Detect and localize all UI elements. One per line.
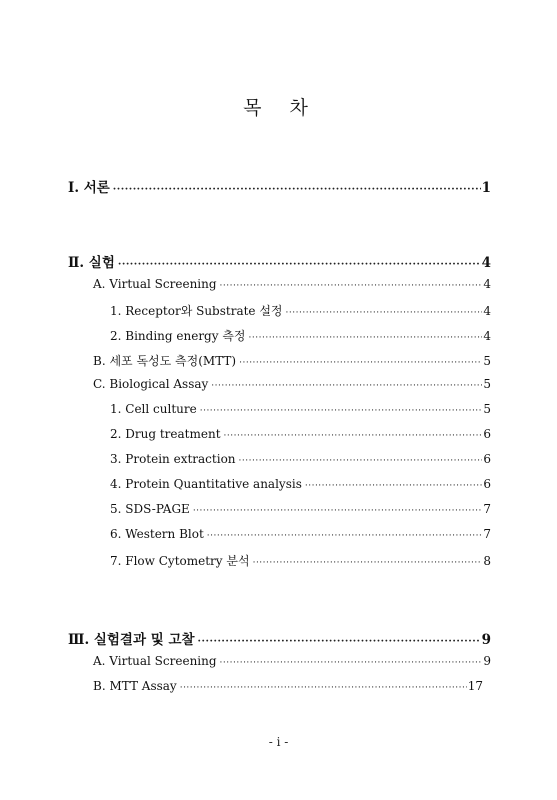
dot-leader [286,304,483,316]
toc-entry-cell-culture[interactable] [110,402,491,416]
page-number: - i - [268,735,289,749]
toc-entry-label: 1. Receptor와 Substrate 설정 [110,304,283,318]
toc-entry-label: 7. Flow Cytometry 분석 [110,554,250,568]
toc-entry-label: C. Biological Assay [93,377,209,391]
toc-entry-label: 5. SDS-PAGE [110,502,190,516]
toc-entry-mtt[interactable] [93,352,491,369]
toc-entry-receptor-substrate[interactable] [110,302,491,319]
toc-entry-page: 6 [483,452,491,466]
toc-entry-label: Ⅱ. 실험 [68,255,115,271]
dot-leader [200,402,483,414]
toc-entry-label: 3. Protein extraction [110,452,236,466]
toc-entry-label: B. MTT Assay [93,679,177,693]
toc-entry-page: 6 [483,477,491,491]
toc-entry-sds-page[interactable] [110,502,491,516]
dot-leader [113,180,481,194]
toc-entry-binding-energy[interactable] [110,327,491,344]
toc-entry-drug-treatment[interactable] [110,427,491,441]
toc-entry-page: 5 [483,377,491,391]
toc-entry-page: 4 [483,277,491,291]
toc-entry-page: 7 [483,527,491,541]
toc-entry-label: 4. Protein Quantitative analysis [110,477,302,491]
toc-entry-flow-cytometry[interactable] [110,552,491,569]
toc-entry-label: 6. Western Blot [110,527,204,541]
dot-leader [211,377,482,389]
dot-leader [220,654,483,666]
toc-entry-page: 4 [481,255,491,271]
toc-entry-page: 4 [483,304,491,318]
toc-entry-label: 1. Cell culture [110,402,197,416]
toc-entry-page: 1 [481,180,491,196]
toc-entry-page: 5 [483,402,491,416]
dot-leader [198,632,481,646]
toc-entry-page: 5 [483,354,491,368]
dot-leader [305,477,483,489]
toc-entry-page: 7 [483,502,491,516]
toc-entry-western-blot[interactable] [110,527,491,541]
toc-entry-page: 6 [483,427,491,441]
dot-leader [224,427,483,439]
dot-leader [207,527,483,539]
toc-entry-label: B. 세포 독성도 측정(MTT) [93,354,237,368]
toc-entry-page: 8 [483,554,491,568]
toc-entry-introduction[interactable] [68,176,491,196]
toc-entry-label: 2. Binding energy 측정 [110,329,246,343]
toc-entry-page: 9 [483,654,491,668]
dot-leader [180,679,467,691]
toc-entry-biological-assay[interactable] [93,377,491,391]
toc-entry-experiment[interactable] [68,251,491,271]
toc-entry-label: A. Virtual Screening [93,654,217,668]
toc-entry-label: A. Virtual Screening [93,277,217,291]
toc-entry-page: 17 [467,679,483,693]
toc-entry-virtual-screening[interactable] [93,277,491,291]
toc-entry-results[interactable] [68,628,491,648]
page-title: 목 차 [243,97,314,119]
toc-entry-label: 2. Drug treatment [110,427,221,441]
dot-leader [249,329,483,341]
toc-entry-mtt-assay[interactable] [93,679,483,693]
dot-leader [118,255,481,269]
dot-leader [239,354,482,366]
toc-entry-label: Ⅲ. 실험결과 및 고찰 [68,632,195,648]
toc-entry-page: 4 [483,329,491,343]
toc-entry-protein-extraction[interactable] [110,452,491,466]
toc-entry-protein-quantitative[interactable] [110,477,491,491]
toc-entry-label: Ⅰ. 서론 [68,180,110,196]
toc-entry-results-virtual-screening[interactable] [93,654,491,668]
dot-leader [239,452,483,464]
dot-leader [220,277,483,289]
dot-leader [193,502,483,514]
dot-leader [253,554,483,566]
toc-entry-page: 9 [481,632,491,648]
